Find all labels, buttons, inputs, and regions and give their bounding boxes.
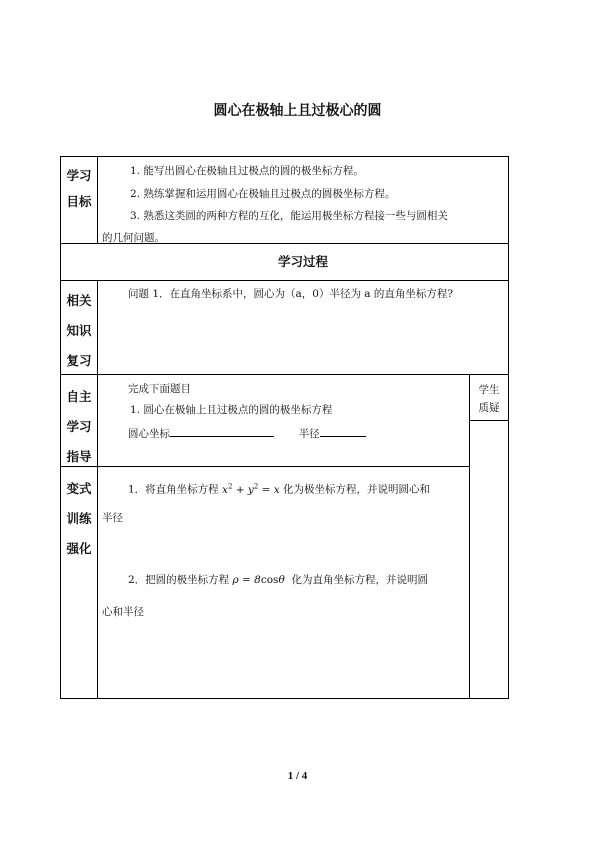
page-number: 1 / 4 — [287, 770, 308, 782]
objective-item-1: 1. 能写出圆心在极轴且过极点的圆的极坐标方程。 — [130, 165, 364, 177]
center-label: 圆心坐标 — [128, 428, 170, 440]
objective-item-2: 2. 熟练掌握和运用圆心在极轴且过极点的圆极坐标方程。 — [130, 188, 396, 200]
center-blank[interactable] — [170, 425, 274, 437]
objective-item-3-cont: 的几何问题。 — [102, 232, 165, 244]
guide-line-2: 1. 圆心在极轴上且过极点的圆的极坐标方程 — [130, 404, 333, 416]
practice-q2-cont: 心和半径 — [102, 606, 144, 618]
guide-label: 自主 学习 指导 — [66, 389, 92, 464]
page-title: 圆心在极轴上且过极心的圆 — [213, 103, 382, 119]
process-header: 学习过程 — [277, 254, 328, 269]
practice-label: 变式 训练 强化 — [66, 481, 92, 556]
practice-q2: 2．把圆的极坐标方程 ρ = 8cosθ 化为直角坐标方程，并说明圆 — [128, 574, 428, 586]
student-question-note: 学生 质疑 — [478, 384, 500, 414]
review-question: 问题 1．在直角坐标系中，圆心为（a，0）半径为 a 的直角坐标方程? — [128, 288, 454, 300]
objective-item-3: 3. 熟悉这类圆的两种方程的互化，能运用极坐标方程接一些与圆相关 — [130, 210, 448, 222]
radius-label: 半径 — [298, 428, 320, 440]
radius-blank[interactable] — [320, 425, 366, 437]
review-label: 相关 知识 复习 — [66, 293, 92, 368]
practice-q1: 1．将直角坐标方程 $x^2 + y^2 = x$ 化为极坐标方程，并说明圆心和 — [128, 482, 431, 496]
q2-equation: ρ = 8cosθ — [232, 574, 285, 586]
q1-equation: $x^2 + y^2 = x$ — [222, 482, 280, 496]
objectives-label: 学习 目标 — [66, 168, 92, 209]
guide-blanks — [128, 425, 366, 442]
guide-line-1: 完成下面题目 — [128, 383, 191, 395]
practice-q1-cont: 半径 — [102, 512, 123, 524]
